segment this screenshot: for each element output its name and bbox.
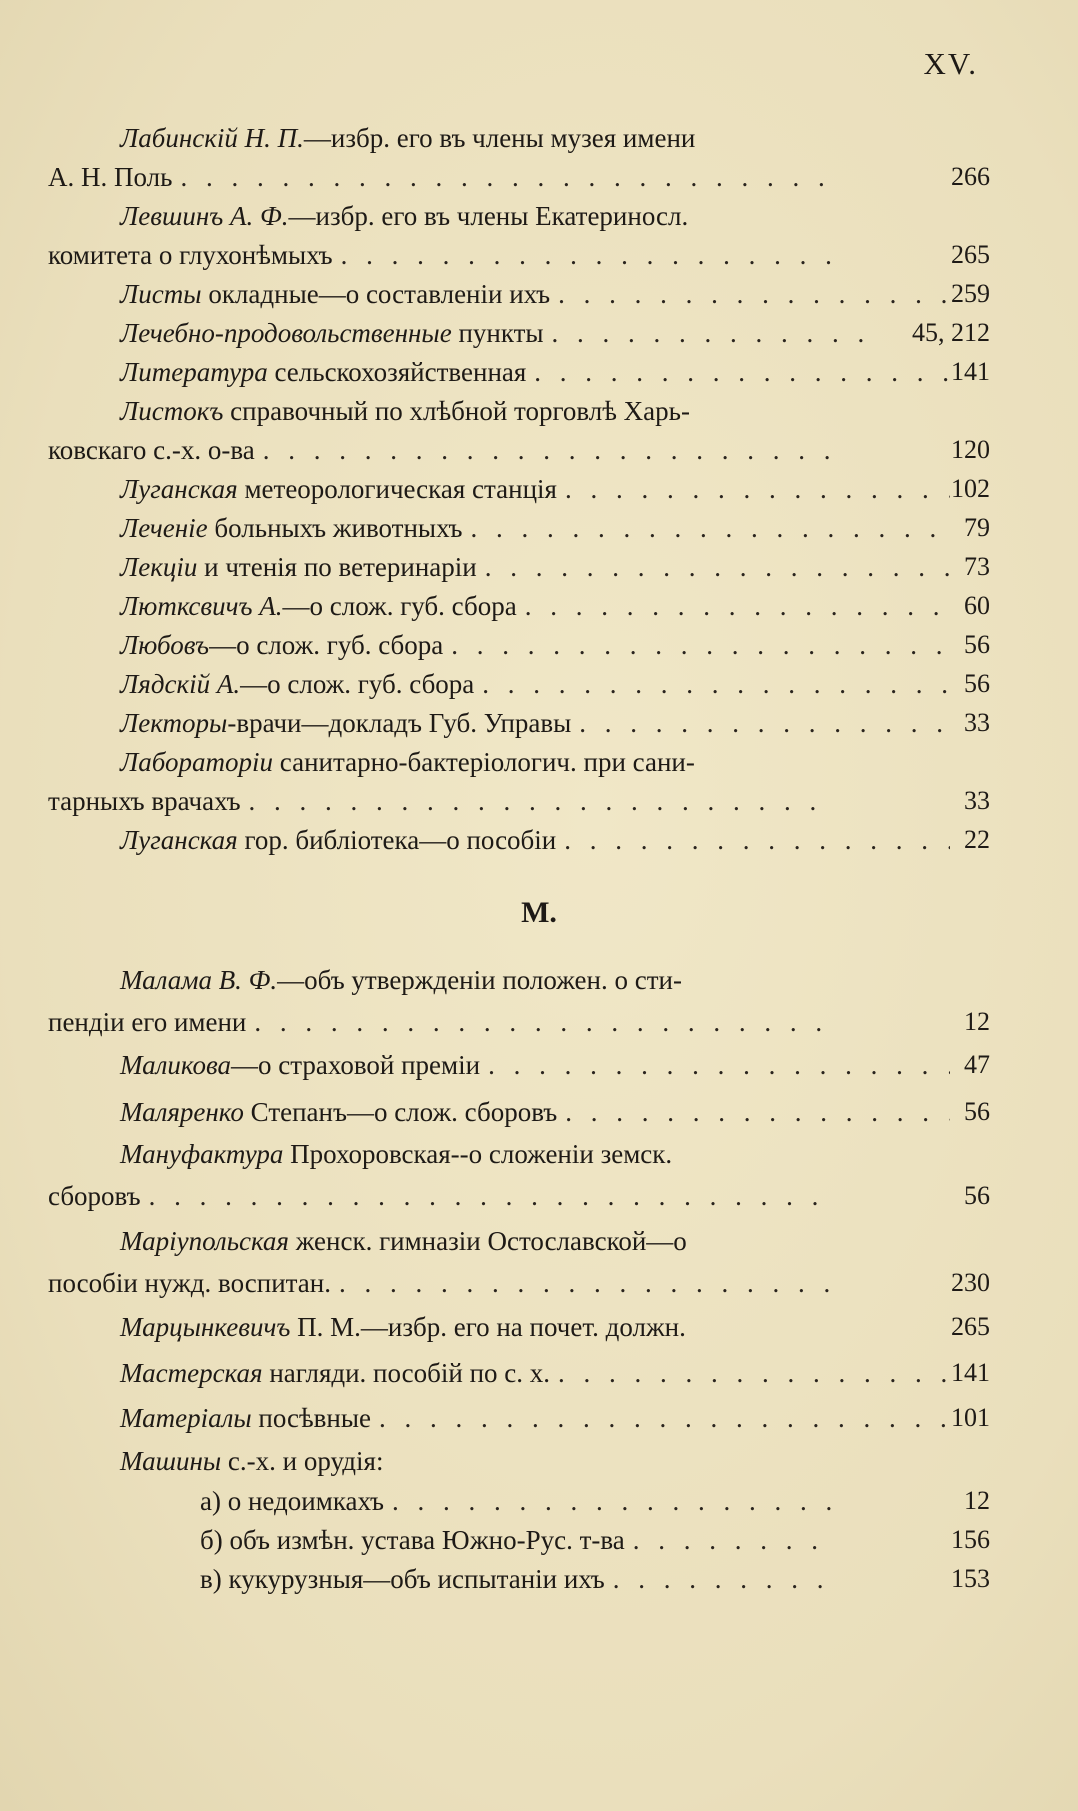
entry-continuation: комитета о глухонѣмыхъ (48, 240, 333, 270)
entry-text: —избр. его въ члены музея имени (303, 123, 696, 153)
entry-text: сельскохозяйственная (274, 357, 527, 387)
entry-continuation: пособіи нужд. воспитан. (48, 1268, 331, 1298)
dot-leader (557, 1094, 950, 1130)
entry-text: —о слож. губ. сбора (209, 630, 444, 660)
subentry-text: б) объ измѣн. устава Южно-Рус. т-ва (200, 1525, 625, 1555)
entry-text: —о слож. губ. сбора (240, 669, 475, 699)
dot-leader (241, 783, 831, 819)
entry-text: Степанъ—о слож. сборовъ (250, 1097, 558, 1127)
entry-pages: 101 (951, 1403, 990, 1432)
entry-pages: 79 (964, 513, 990, 542)
dot-leader (331, 1265, 831, 1301)
entry-name: Лютксвичъ А. (120, 591, 283, 621)
entry-name: Любовъ (120, 630, 210, 660)
entry-text: —о страховой преміи (231, 1050, 481, 1080)
entry-pages: 47 (964, 1050, 990, 1079)
entry-text: женск. гимназіи Остославской—о (295, 1226, 687, 1256)
dot-leader (605, 1561, 831, 1597)
entry-pages: 60 (964, 591, 990, 620)
section-heading: М. (521, 896, 557, 929)
entry-pages: 265 (951, 240, 990, 269)
dot-leader (557, 471, 950, 507)
dot-leader (474, 666, 950, 702)
entry-text: справочный по хлѣбной торговлѣ Харь- (230, 396, 690, 426)
entry-name: Литература (120, 357, 268, 387)
dot-leader (384, 1483, 831, 1519)
entry-name: Маляренко (120, 1097, 244, 1127)
entry-pages: 12 (964, 1007, 990, 1036)
dot-leader (550, 1355, 950, 1391)
dot-leader (443, 627, 950, 663)
entry-name: Леченіе (120, 513, 208, 543)
entry-text: больныхъ животныхъ (214, 513, 463, 543)
entry-name: Матеріалы (120, 1403, 252, 1433)
entry-pages: 56 (964, 1181, 990, 1210)
entry-pages: 22 (964, 825, 990, 854)
entry-continuation: сборовъ (48, 1181, 141, 1211)
entry-text: П. М.—избр. его на почет. должн. (297, 1312, 686, 1342)
entry-name: Лабинскій Н. П. (120, 123, 304, 153)
entry-name: Маликова (120, 1050, 232, 1080)
entry-pages: 141 (951, 357, 990, 386)
dot-leader (141, 1178, 831, 1214)
entry-name: Малама В. Ф. (120, 965, 278, 995)
entry-name: Листы (120, 279, 202, 309)
dot-leader (255, 432, 831, 468)
entry-pages: 259 (951, 279, 990, 308)
dot-leader (517, 588, 950, 624)
entry-pages: 230 (951, 1268, 990, 1297)
entry-name: Луганская (120, 825, 238, 855)
entry-pages: 56 (964, 1097, 990, 1126)
entry-pages: 102 (951, 474, 990, 503)
dot-leader (625, 1522, 831, 1558)
entry-name: Мастерская (120, 1358, 263, 1388)
entry-pages: 45, 212 (912, 318, 990, 347)
entry-text: -врачи—докладъ Губ. Управы (227, 708, 572, 738)
dot-leader (550, 276, 950, 312)
entry-text: —о слож. губ. сбора (282, 591, 517, 621)
entry-continuation: тарныхъ врачахъ (48, 786, 241, 816)
entry-pages: 153 (951, 1564, 990, 1593)
entry-pages: 265 (951, 1312, 990, 1341)
dot-leader (526, 354, 950, 390)
entry-pages: 266 (951, 162, 990, 191)
entry-pages: 156 (951, 1525, 990, 1554)
entry-name: Лечебно-продовольственные (120, 318, 452, 348)
dot-leader (477, 549, 950, 585)
subentry-text: а) о недоимкахъ (200, 1486, 384, 1516)
dot-leader (463, 510, 951, 546)
subentry-text: в) кукурузныя—объ испытаніи ихъ (200, 1564, 605, 1594)
entry-continuation: пендіи его имени (48, 1007, 247, 1037)
entry-pages: 73 (964, 552, 990, 581)
entry-name: Левшинъ А. Ф. (120, 201, 289, 231)
entry-text: и чтенія по ветеринаріи (204, 552, 477, 582)
entry-pages: 12 (964, 1486, 990, 1515)
dot-leader (544, 315, 880, 351)
entry-text: метеорологическая станція (244, 474, 557, 504)
entry-pages: 141 (951, 1358, 990, 1387)
dot-leader (371, 1400, 950, 1436)
entry-name: Лабораторіи (120, 747, 274, 777)
entry-text: посѣвные (258, 1403, 371, 1433)
dot-leader (246, 1004, 831, 1040)
entry-name: Луганская (120, 474, 238, 504)
entry-name: Лекторы (120, 708, 228, 738)
entry-text: нагляди. пособій по с. х. (269, 1358, 551, 1388)
entry-name: Маріупольская (120, 1226, 289, 1256)
entry-text: Прохоровская--о сложеніи земск. (290, 1139, 673, 1169)
entry-name: Листокъ (120, 396, 224, 426)
entry-text: —избр. его въ члены Екатериносл. (288, 201, 689, 231)
entry-text: —объ утвержденіи положен. о сти- (277, 965, 682, 995)
entry-pages: 33 (964, 708, 990, 737)
entry-pages: 120 (951, 435, 990, 464)
dot-leader (172, 159, 831, 195)
entry-text: окладные—о составленіи ихъ (208, 279, 551, 309)
dot-leader (333, 237, 831, 273)
entry-name: Лекціи (120, 552, 198, 582)
entry-name: Марцынкевичъ (120, 1312, 291, 1342)
entry-text: санитарно-бактеріологич. при сани- (279, 747, 695, 777)
entry-name: Мануфактура (120, 1139, 284, 1169)
page-number: XV. (923, 46, 978, 81)
dot-leader (480, 1047, 950, 1083)
entry-continuation: А. Н. Поль (48, 162, 173, 192)
dot-leader (556, 822, 950, 858)
entry-text: с.-х. и орудія: (227, 1446, 384, 1476)
entry-pages: 56 (964, 630, 990, 659)
dot-leader (571, 705, 950, 741)
entry-name: Машины (120, 1446, 222, 1476)
entry-continuation: ковскаго с.-х. о-ва (48, 435, 255, 465)
entry-name: Лядскій А. (120, 669, 241, 699)
entry-text: пункты (458, 318, 544, 348)
entry-pages: 56 (964, 669, 990, 698)
entry-pages: 33 (964, 786, 990, 815)
entry-text: гор. библіотека—о пособіи (244, 825, 557, 855)
